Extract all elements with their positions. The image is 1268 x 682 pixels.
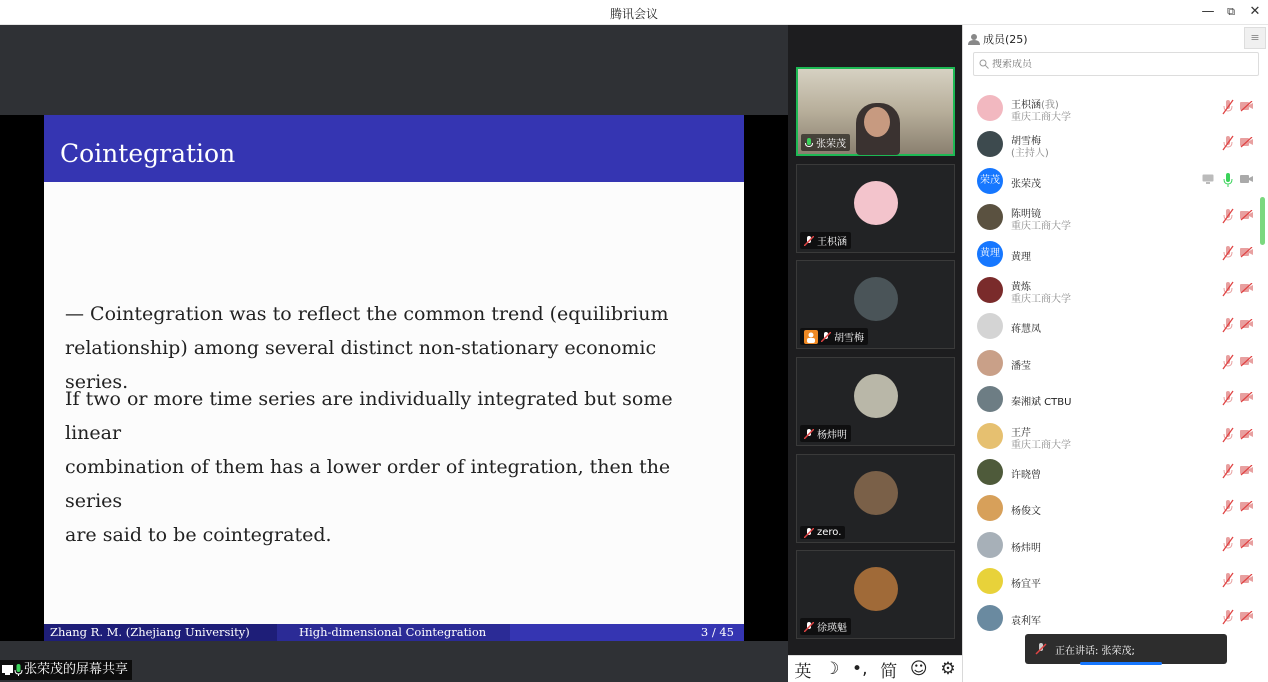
mic-muted-icon[interactable] (1221, 427, 1235, 443)
toast-progress (1080, 662, 1162, 665)
slide-footer-page: 3 / 45 (510, 624, 744, 641)
screen-icon (2, 665, 13, 675)
ime-toolbar (788, 655, 962, 682)
slide-text-line: combination of them has a lower order of integration, then the series (65, 456, 671, 512)
slide-text-line: — Cointegration was to reflect the common trend (equilibrium (65, 303, 669, 325)
share-label-text: 张荣茂的屏幕共享 (24, 662, 129, 677)
camera-off-icon[interactable] (1240, 501, 1254, 512)
slide-title: Cointegration (60, 139, 236, 168)
video-tile[interactable] (796, 260, 955, 349)
member-name (1011, 248, 1031, 263)
slide-header (44, 115, 744, 182)
minimize-button[interactable]: — (1201, 4, 1215, 19)
members-panel (962, 25, 1268, 682)
slide-text-line: are said to be cointegrated. (65, 524, 332, 546)
title-bar (0, 0, 1268, 25)
camera-off-icon[interactable] (1240, 210, 1254, 221)
video-tile[interactable] (796, 164, 955, 253)
ime-lang-toggle[interactable]: 英 (794, 661, 812, 682)
person-icon (968, 34, 980, 45)
member-name (1011, 502, 1041, 517)
member-row[interactable] (963, 126, 1263, 162)
member-row[interactable] (963, 527, 1263, 563)
members-menu-button[interactable]: ≡ (1244, 27, 1266, 49)
member-name (1011, 357, 1031, 372)
member-name (1011, 539, 1041, 554)
member-avatar (977, 95, 1003, 121)
member-row[interactable] (963, 163, 1263, 199)
restore-button[interactable]: ⧉ (1227, 5, 1235, 18)
member-row[interactable] (963, 199, 1263, 235)
member-row[interactable] (963, 600, 1263, 636)
video-tile-name: 杨炜明 (800, 425, 851, 442)
member-row[interactable] (963, 345, 1263, 381)
member-subtitle: 重庆工商大学 (1011, 439, 1071, 451)
member-avatar (977, 423, 1003, 449)
member-subtitle: 重庆工商大学 (1011, 221, 1071, 233)
member-avatar (977, 386, 1003, 412)
member-row[interactable] (963, 381, 1263, 417)
screen-share-area[interactable] (0, 25, 788, 682)
member-subtitle: 重庆工商大学 (1011, 294, 1071, 305)
mic-muted-icon[interactable] (1221, 390, 1235, 406)
search-input[interactable] (992, 59, 1242, 70)
mic-muted-icon (804, 236, 814, 246)
member-name-text: 张荣茂 (1011, 178, 1041, 190)
member-name (1011, 612, 1041, 627)
member-name (1011, 466, 1041, 481)
scrollbar[interactable] (1260, 197, 1265, 245)
members-title: 成员(25) (968, 31, 1028, 47)
member-avatar (977, 568, 1003, 594)
camera-off-icon[interactable] (1240, 283, 1254, 294)
screen-share-label (0, 660, 132, 680)
member-row[interactable] (963, 563, 1263, 599)
mic-on-icon (805, 138, 813, 148)
slide-footer-topic: High-dimensional Cointegration (277, 624, 510, 641)
member-name-text: 潘莹 (1011, 360, 1031, 372)
member-avatar (977, 532, 1003, 558)
video-tile-name: 王枳涵 (800, 232, 851, 249)
mic-muted-icon[interactable] (1221, 208, 1235, 224)
member-name-text: 许晓曾 (1011, 470, 1041, 481)
slide-text-line: relationship) among several distinct non-stationary economic series. (65, 337, 657, 393)
camera-off-icon[interactable] (1240, 611, 1254, 622)
video-tile[interactable] (796, 550, 955, 639)
member-name-text: 秦湘斌 CTBU (1011, 397, 1072, 409)
slide-page (44, 115, 744, 641)
member-name (1011, 175, 1041, 190)
camera-off-icon[interactable] (1240, 465, 1254, 476)
member-avatar (977, 204, 1003, 230)
member-row[interactable] (963, 90, 1263, 126)
member-avatar (977, 277, 1003, 303)
member-name-text: 王芹 (1011, 427, 1031, 439)
camera-off-icon[interactable] (1240, 101, 1254, 112)
member-subtitle: (主持人) (1011, 148, 1049, 160)
camera-off-icon[interactable] (1240, 392, 1254, 403)
mic-muted-icon[interactable] (1221, 354, 1235, 370)
avatar (854, 567, 898, 611)
member-avatar: 荣茂 (977, 168, 1003, 194)
member-row[interactable] (963, 490, 1263, 526)
mic-muted-icon[interactable] (1221, 499, 1235, 515)
mic-muted-icon (804, 622, 814, 632)
member-name-text: 杨炜明 (1011, 542, 1041, 554)
member-name-text: 杨宜平 (1011, 579, 1041, 591)
member-name-text: 陈明镜 (1011, 209, 1041, 221)
video-tile-name: 徐瑛魁 (800, 618, 851, 635)
member-name-text: 黄理 (1011, 251, 1031, 263)
camera-off-icon[interactable] (1240, 538, 1254, 549)
slide-paragraph-2 (65, 382, 725, 552)
video-tile[interactable] (796, 454, 955, 543)
mic-muted-icon[interactable] (1221, 135, 1235, 151)
punctuation-toggle[interactable]: •, (852, 659, 868, 679)
mic-icon (14, 664, 23, 676)
member-avatar (977, 131, 1003, 157)
close-button[interactable]: ✕ (1249, 4, 1261, 19)
member-name-text: 黄炼 (1011, 282, 1031, 293)
video-column (788, 25, 962, 682)
member-name-text: 王枳涵 (1011, 100, 1041, 111)
member-avatar (977, 605, 1003, 631)
member-name (1011, 320, 1041, 335)
member-avatar (977, 313, 1003, 339)
member-subtitle: 重庆工商大学 (1011, 112, 1071, 123)
member-avatar (977, 495, 1003, 521)
moon-icon[interactable]: ☽ (824, 659, 840, 679)
mic-muted-icon[interactable] (1221, 536, 1235, 552)
host-icon (804, 330, 818, 344)
camera-off-icon[interactable] (1240, 137, 1254, 148)
mic-muted-icon[interactable] (1221, 281, 1235, 297)
camera-off-icon[interactable] (1240, 247, 1254, 258)
member-name-text: 胡雪梅 (1011, 136, 1041, 148)
avatar (854, 471, 898, 515)
mic-muted-icon[interactable] (1221, 317, 1235, 333)
mic-muted-icon[interactable] (1221, 572, 1235, 588)
avatar (854, 181, 898, 225)
member-name-text: 蒋慧凤 (1011, 324, 1041, 336)
member-tag: (我) (1041, 100, 1059, 111)
camera-off-icon[interactable] (1240, 356, 1254, 367)
member-row[interactable] (963, 272, 1263, 308)
video-tile[interactable] (796, 357, 955, 446)
toast-text: 正在讲话: 张荣茂; (1055, 645, 1135, 657)
member-avatar (977, 350, 1003, 376)
member-search[interactable] (973, 52, 1259, 76)
video-tile-active-speaker[interactable] (796, 67, 955, 156)
search-icon (979, 59, 989, 69)
member-name-text: 杨俊文 (1011, 506, 1041, 518)
mic-muted-icon[interactable] (1221, 99, 1235, 115)
camera-off-icon[interactable] (1240, 429, 1254, 440)
mic-muted-icon (804, 528, 814, 538)
mic-muted-icon (1035, 643, 1047, 655)
camera-off-icon[interactable] (1240, 574, 1254, 585)
member-row[interactable] (963, 418, 1263, 454)
avatar (854, 277, 898, 321)
camera-off-icon[interactable] (1240, 319, 1254, 330)
member-name (1011, 393, 1071, 408)
mic-muted-icon[interactable] (1221, 463, 1235, 479)
avatar (854, 374, 898, 418)
video-tile-name: 胡雪梅 (800, 328, 868, 345)
member-row[interactable] (963, 236, 1263, 272)
mic-muted-icon (804, 429, 814, 439)
screen-share-icon (1202, 174, 1214, 185)
speaker-face (864, 107, 890, 137)
simplified-toggle[interactable]: 简 (880, 661, 898, 682)
emoji-icon[interactable]: ☺ (909, 659, 928, 679)
member-avatar: 黄理 (977, 241, 1003, 267)
member-avatar (977, 459, 1003, 485)
mic-muted-icon[interactable] (1221, 609, 1235, 625)
shared-slide (0, 115, 788, 641)
slide-text-line: If two or more time series are individually integrated but some linear (65, 388, 673, 444)
settings-icon[interactable]: ⚙ (940, 659, 956, 679)
mic-muted-icon[interactable] (1221, 245, 1235, 261)
mic-muted-icon (821, 332, 831, 342)
mic-on-icon[interactable] (1221, 172, 1235, 188)
member-name-text: 袁利军 (1011, 615, 1041, 627)
member-row[interactable] (963, 454, 1263, 490)
speaking-toast (1025, 634, 1227, 664)
video-tile-name: zero. (800, 526, 845, 539)
member-name (1011, 575, 1041, 590)
camera-icon[interactable] (1240, 174, 1254, 185)
app-title: 腾讯会议 (609, 7, 658, 21)
video-tile-name: 张荣茂 (801, 134, 850, 151)
slide-footer-author: Zhang R. M. (Zhejiang University) (44, 624, 277, 641)
member-row[interactable] (963, 308, 1263, 344)
